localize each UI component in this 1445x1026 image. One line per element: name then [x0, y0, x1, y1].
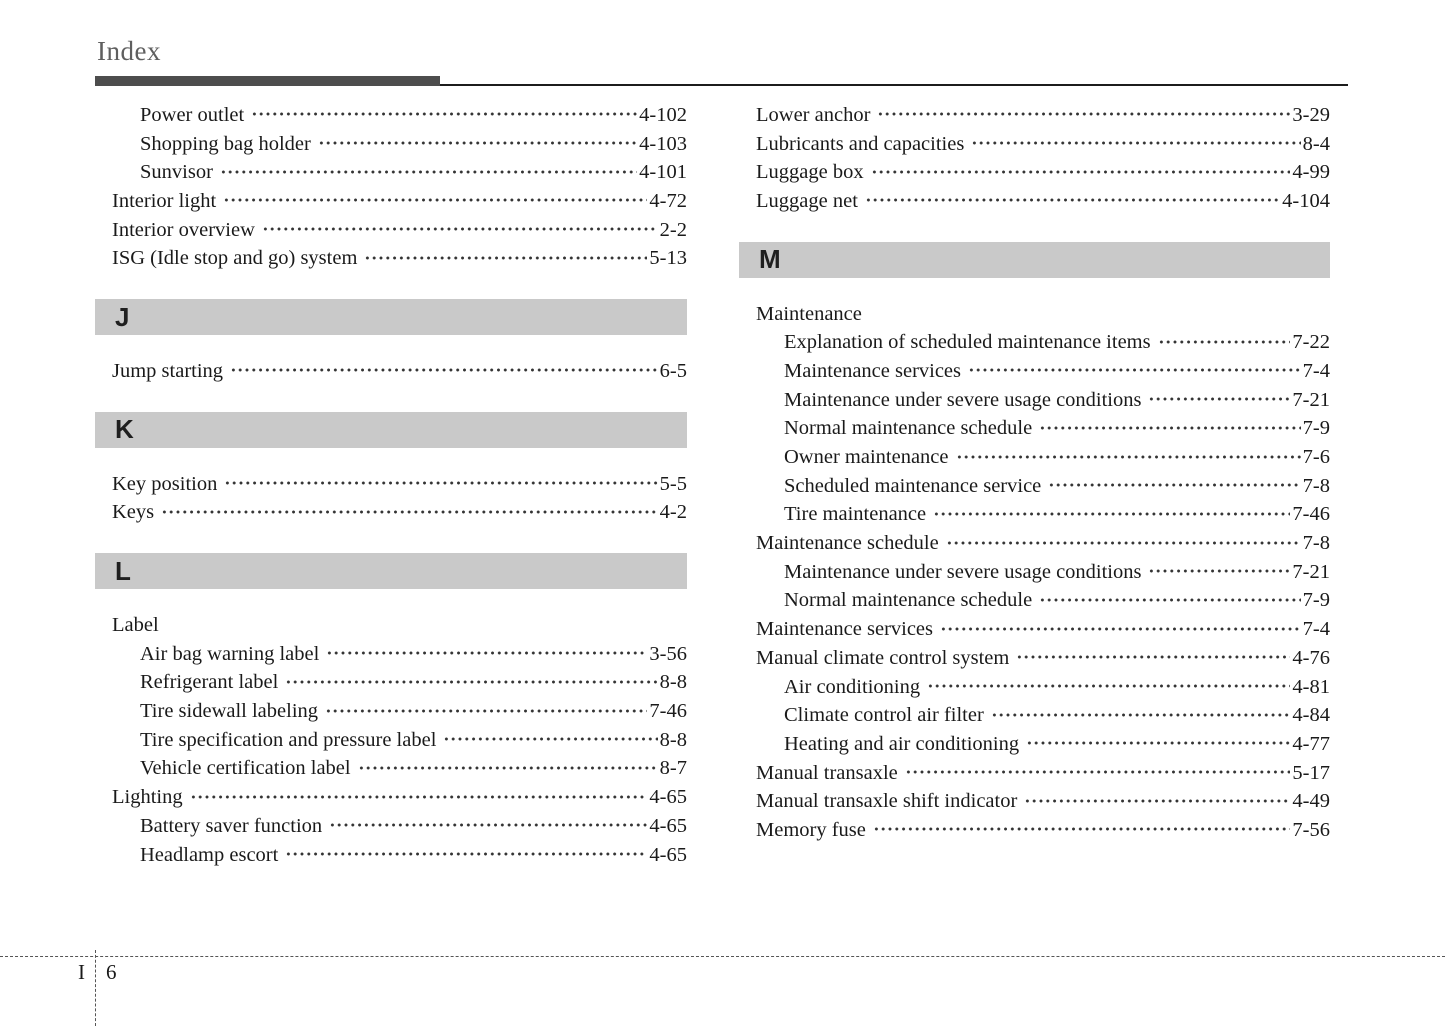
footer-page-number — [78, 960, 117, 985]
dot-leader — [1039, 596, 1300, 604]
dot-leader — [325, 707, 647, 715]
dot-leader — [326, 649, 647, 657]
entry-label: Label — [112, 614, 159, 637]
dot-leader — [946, 539, 1301, 547]
index-entry — [95, 216, 687, 245]
entry-label: Normal maintenance schedule — [784, 417, 1033, 440]
index-entry — [95, 158, 687, 187]
index-entry — [95, 130, 687, 159]
index-entry — [739, 357, 1330, 386]
index-entry — [739, 701, 1330, 730]
entry-page-number: 7-6 — [1302, 446, 1330, 469]
entry-label: Lubricants and capacities — [756, 132, 965, 155]
entry-group — [95, 357, 687, 386]
entry-label: Luggage box — [756, 161, 864, 184]
dot-leader — [865, 196, 1280, 204]
dot-leader — [871, 168, 1291, 176]
dot-leader — [971, 139, 1300, 147]
index-entry — [95, 187, 687, 216]
entry-page-number: 2-2 — [659, 218, 687, 241]
index-entry — [95, 101, 687, 130]
entry-label: Vehicle certification label — [140, 757, 351, 780]
entry-page-number: 6-5 — [659, 359, 687, 382]
entry-page-number: 4-77 — [1292, 732, 1330, 755]
entry-label: Keys — [112, 501, 155, 524]
dot-leader — [956, 453, 1301, 461]
index-entry — [739, 501, 1330, 530]
entry-label: Maintenance under severe usage conditions — [784, 560, 1142, 583]
dot-leader — [927, 682, 1290, 690]
entry-label: Manual climate control system — [756, 646, 1010, 669]
dot-leader — [443, 735, 657, 743]
entry-page-number: 7-46 — [1292, 503, 1330, 526]
dot-leader — [873, 825, 1291, 833]
entry-page-number: 7-4 — [1302, 618, 1330, 641]
dot-leader — [364, 254, 647, 262]
entry-page-number: 8-8 — [659, 671, 687, 694]
footer-dashed-rule — [0, 956, 1445, 957]
entry-label: Normal maintenance schedule — [784, 589, 1033, 612]
entry-page-number: 4-72 — [649, 189, 687, 212]
entry-page-number: 7-21 — [1292, 388, 1330, 411]
dot-leader — [251, 110, 637, 118]
page-header — [95, 36, 1348, 86]
index-entry — [739, 300, 1330, 329]
entry-page-number: 8-7 — [659, 757, 687, 780]
index-entry — [739, 615, 1330, 644]
entry-label: Tire specification and pressure label — [140, 728, 437, 751]
dot-leader — [318, 139, 637, 147]
entry-label: Manual transaxle shift indicator — [756, 790, 1018, 813]
entry-label: Scheduled maintenance service — [784, 474, 1042, 497]
dot-leader — [991, 711, 1291, 719]
entry-page-number: 7-9 — [1302, 589, 1330, 612]
section-header-m — [739, 242, 1330, 278]
entry-label: Refrigerant label — [140, 671, 279, 694]
title-rule-thick-bar — [95, 76, 440, 86]
entry-page-number: 3-29 — [1292, 103, 1330, 126]
section-header-k — [95, 412, 687, 448]
dot-leader — [1039, 424, 1300, 432]
entry-label: Lighting — [112, 786, 183, 809]
section-letter: K — [115, 414, 134, 445]
entry-group — [95, 101, 687, 273]
index-entry — [739, 443, 1330, 472]
entry-page-number: 3-56 — [649, 642, 687, 665]
entry-page-number: 5-17 — [1292, 761, 1330, 784]
index-entry — [95, 470, 687, 499]
section-letter: J — [115, 301, 130, 332]
section-header-l — [95, 553, 687, 589]
entry-label: ISG (Idle stop and go) system — [112, 247, 358, 270]
index-entry — [95, 499, 687, 528]
entry-page-number: 4-65 — [649, 786, 687, 809]
entry-label: Interior overview — [112, 218, 255, 241]
entry-label: Power outlet — [140, 103, 245, 126]
entry-label: Maintenance schedule — [756, 532, 939, 555]
page-title: Index — [97, 36, 161, 66]
entry-label: Maintenance services — [756, 618, 934, 641]
index-entry — [95, 755, 687, 784]
entry-page-number: 4-81 — [1292, 675, 1330, 698]
dot-leader — [358, 764, 658, 772]
footer-section-label: I — [78, 960, 85, 984]
index-column-left — [95, 101, 687, 869]
index-entry — [739, 587, 1330, 616]
index-entry — [95, 357, 687, 386]
entry-page-number: 4-84 — [1292, 704, 1330, 727]
dot-leader — [223, 196, 647, 204]
entry-label: Key position — [112, 472, 218, 495]
dot-leader — [933, 510, 1290, 518]
footer-page-digit: 6 — [106, 960, 117, 984]
index-entry — [739, 130, 1330, 159]
index-entry — [95, 244, 687, 273]
entry-label: Lower anchor — [756, 103, 871, 126]
index-entry — [739, 730, 1330, 759]
entry-page-number: 7-9 — [1302, 417, 1330, 440]
entry-page-number: 7-22 — [1292, 331, 1330, 354]
entry-page-number: 4-104 — [1282, 189, 1330, 212]
index-entry — [739, 187, 1330, 216]
entry-label: Headlamp escort — [140, 843, 279, 866]
entry-page-number: 7-21 — [1292, 560, 1330, 583]
entry-label: Sunvisor — [140, 161, 213, 184]
index-entry — [739, 472, 1330, 501]
entry-label: Luggage net — [756, 189, 858, 212]
entry-group — [95, 470, 687, 527]
entry-label: Maintenance under severe usage conditions — [784, 388, 1142, 411]
entry-label: Owner maintenance — [784, 446, 949, 469]
title-rule — [95, 76, 1348, 86]
entry-label: Air conditioning — [784, 675, 921, 698]
entry-label: Tire maintenance — [784, 503, 927, 526]
entry-label: Heating and air conditioning — [784, 732, 1020, 755]
dot-leader — [329, 821, 647, 829]
entry-label: Manual transaxle — [756, 761, 898, 784]
dot-leader — [285, 678, 657, 686]
entry-page-number: 7-8 — [1302, 474, 1330, 497]
entry-label: Interior light — [112, 189, 217, 212]
index-entry — [739, 529, 1330, 558]
entry-label: Tire sidewall labeling — [140, 700, 319, 723]
dot-leader — [1148, 395, 1290, 403]
entry-page-number: 4-65 — [649, 814, 687, 837]
index-entry — [95, 726, 687, 755]
entry-page-number: 7-8 — [1302, 532, 1330, 555]
entry-page-number: 4-102 — [639, 103, 687, 126]
entry-page-number: 5-13 — [649, 247, 687, 270]
entry-group — [95, 611, 687, 869]
index-entry — [739, 328, 1330, 357]
entry-page-number: 7-56 — [1292, 818, 1330, 841]
index-entry — [739, 101, 1330, 130]
entry-label: Climate control air filter — [784, 704, 984, 727]
index-entry — [739, 386, 1330, 415]
entry-page-number: 7-46 — [649, 700, 687, 723]
entry-label: Maintenance — [756, 302, 862, 325]
entry-page-number: 7-4 — [1302, 359, 1330, 382]
entry-page-number: 4-2 — [659, 501, 687, 524]
entry-page-number: 4-103 — [639, 132, 687, 155]
entry-page-number: 5-5 — [659, 472, 687, 495]
index-entry — [739, 787, 1330, 816]
entry-page-number: 8-4 — [1302, 132, 1330, 155]
index-entry — [95, 783, 687, 812]
dot-leader — [224, 479, 657, 487]
dot-leader — [285, 850, 647, 858]
entry-label: Shopping bag holder — [140, 132, 311, 155]
index-entry — [739, 644, 1330, 673]
dot-leader — [262, 225, 658, 233]
entry-label: Maintenance services — [784, 359, 962, 382]
index-entry — [739, 158, 1330, 187]
index-entry — [739, 816, 1330, 845]
dot-leader — [968, 366, 1301, 374]
dot-leader — [161, 508, 658, 516]
index-column-right — [739, 101, 1330, 845]
entry-label: Jump starting — [112, 359, 224, 382]
dot-leader — [940, 625, 1301, 633]
dot-leader — [220, 168, 637, 176]
index-entry — [95, 812, 687, 841]
section-letter: L — [115, 555, 131, 586]
entry-label: Memory fuse — [756, 818, 866, 841]
dot-leader — [877, 110, 1290, 118]
entry-page-number: 8-8 — [659, 728, 687, 751]
index-entry — [95, 669, 687, 698]
dot-leader — [1024, 797, 1290, 805]
entry-page-number: 4-76 — [1292, 646, 1330, 669]
dot-leader — [1148, 567, 1290, 575]
index-entry — [739, 673, 1330, 702]
entry-group — [739, 101, 1330, 216]
index-entry — [95, 697, 687, 726]
entry-label: Explanation of scheduled maintenance items — [784, 331, 1151, 354]
section-letter: M — [759, 244, 781, 275]
entry-page-number: 4-65 — [649, 843, 687, 866]
index-entry — [739, 415, 1330, 444]
entry-label: Air bag warning label — [140, 642, 320, 665]
index-entry — [739, 558, 1330, 587]
dot-leader — [1048, 481, 1300, 489]
entry-label: Battery saver function — [140, 814, 323, 837]
entry-group — [739, 300, 1330, 845]
dot-leader — [905, 768, 1291, 776]
index-entry — [95, 640, 687, 669]
index-entry — [95, 611, 687, 640]
dot-leader — [1158, 338, 1291, 346]
dot-leader — [230, 366, 658, 374]
index-entry — [739, 759, 1330, 788]
dot-leader — [1016, 653, 1290, 661]
index-entry — [95, 841, 687, 870]
section-header-j — [95, 299, 687, 335]
entry-page-number: 4-49 — [1292, 790, 1330, 813]
entry-page-number: 4-99 — [1292, 161, 1330, 184]
entry-page-number: 4-101 — [639, 161, 687, 184]
dot-leader — [1026, 739, 1290, 747]
dot-leader — [190, 793, 648, 801]
